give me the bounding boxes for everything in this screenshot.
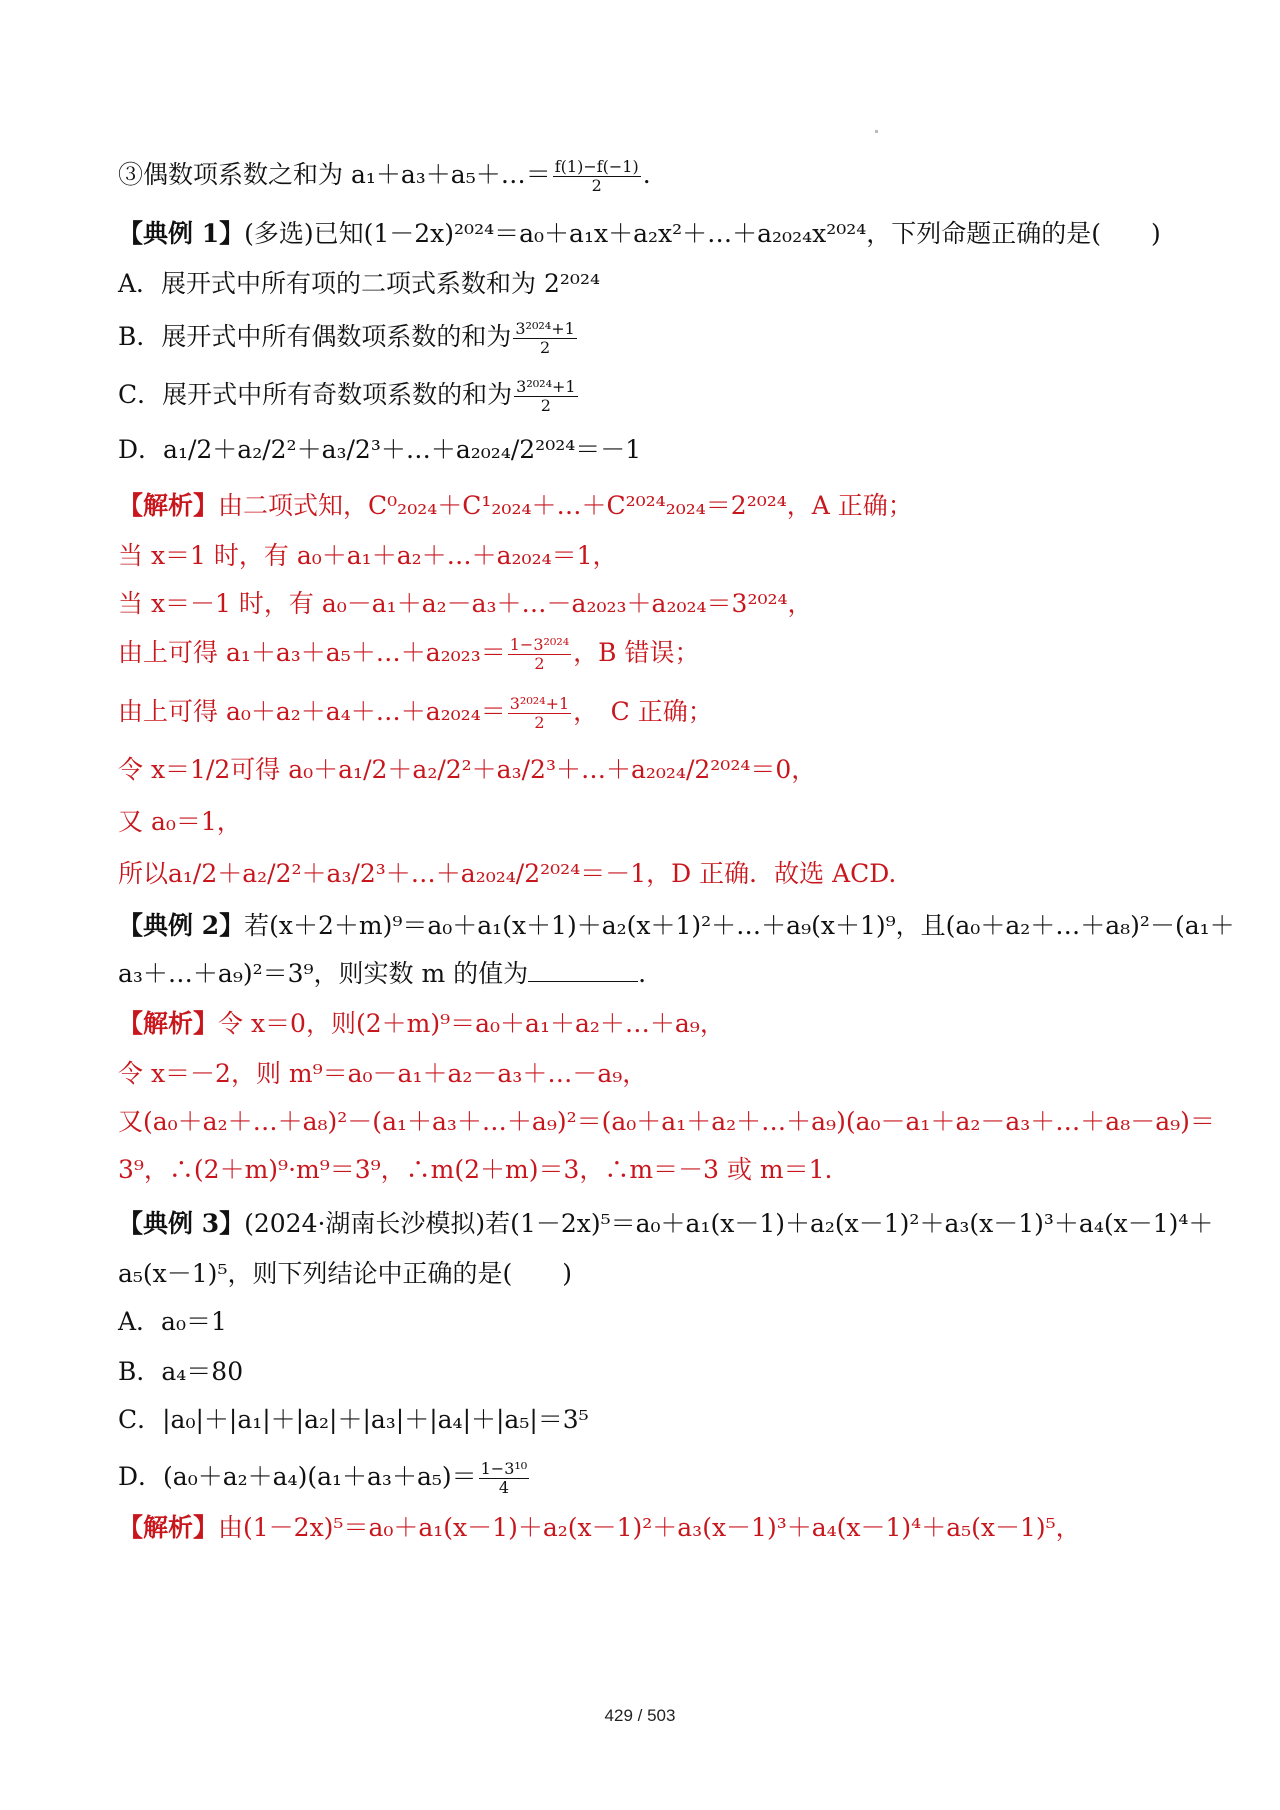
line-text: 令 x＝－2，则 m⁹＝a₀－a₁＋a₂－a₃＋…－a₉， xyxy=(118,1059,648,1088)
line-text: 当 x＝1 时，有 a₀＋a₁＋a₂＋…＋a₂₀₂₄＝1， xyxy=(118,541,618,570)
text-line xyxy=(118,218,1161,250)
line-text: a₃＋…＋a₉)²＝3⁹，则实数 m 的值为 xyxy=(118,959,529,988)
text-line xyxy=(118,1356,243,1388)
fraction-numerator: 3²⁰²⁴+1 xyxy=(516,377,576,396)
fraction xyxy=(479,1460,530,1497)
text-line xyxy=(118,636,699,673)
fraction-denominator: 2 xyxy=(534,713,545,732)
page-number: 429 / 503 xyxy=(604,1706,676,1725)
example-label: 【典例 1】 xyxy=(118,219,245,248)
text-line xyxy=(118,490,913,522)
line-text: 所以a₁/2＋a₂/2²＋a₃/2³＋…＋a₂₀₂₄/2²⁰²⁴＝－1，D 正确．故选 ACD. xyxy=(118,859,897,888)
text-line xyxy=(118,1008,725,1040)
line-text: 由(1－2x)⁵＝a₀＋a₁(x－1)＋a₂(x－1)²＋a₃(x－1)³＋a₄(x－1)⁴＋a₅(x－1)⁵， xyxy=(218,1513,1081,1542)
text-line xyxy=(118,1306,227,1338)
line-text: 由上可得 a₁＋a₃＋a₅＋…＋a₂₀₂₃＝ xyxy=(118,638,506,667)
line-text: 又(a₀＋a₂＋…＋a₈)²－(a₁＋a₃＋…＋a₉)²＝(a₀＋a₁＋a₂＋…＋a₉)(a₀－a₁＋a₂－a₃＋…＋a₈－a₉)＝ xyxy=(118,1107,1215,1136)
line-text: A．展开式中所有项的二项式系数和为 2²⁰²⁴ xyxy=(118,269,600,298)
text-line xyxy=(118,910,1235,942)
text-line xyxy=(118,958,646,990)
fraction-numerator: f(1)−f(−1) xyxy=(554,157,639,176)
text-line xyxy=(118,268,600,300)
line-suffix: . xyxy=(638,959,647,988)
line-text: B．a₄＝80 xyxy=(118,1357,244,1386)
text-line xyxy=(118,754,816,786)
line-suffix: . xyxy=(642,160,651,189)
text-line xyxy=(118,378,580,415)
line-suffix: ， C 正确； xyxy=(573,697,713,726)
fraction-numerator: 1−3¹⁰ xyxy=(480,1459,528,1478)
line-text: a₅(x－1)⁵，则下列结论中正确的是( ) xyxy=(118,1259,572,1288)
line-text: 令 x＝1/2可得 a₀＋a₁/2＋a₂/2²＋a₃/2³＋…＋a₂₀₂₄/2²⁰²⁴＝0， xyxy=(118,755,817,784)
scan-speck xyxy=(875,130,878,133)
text-line xyxy=(118,1106,1215,1138)
line-text: 若(x＋2＋m)⁹＝a₀＋a₁(x＋1)＋a₂(x＋1)²＋…＋a₉(x＋1)⁹，且(a₀＋a₂＋…＋a₈)²－(a₁＋ xyxy=(244,911,1235,940)
fraction-denominator: 2 xyxy=(534,654,545,673)
fraction xyxy=(514,378,577,415)
line-text: 当 x＝－1 时，有 a₀－a₁＋a₂－a₃＋…－a₂₀₂₃＋a₂₀₂₄＝3²⁰²⁴， xyxy=(118,589,813,618)
text-line xyxy=(118,320,579,357)
line-suffix: ，B 错误； xyxy=(573,638,700,667)
text-line xyxy=(118,1154,832,1186)
line-text: 由上可得 a₀＋a₂＋a₄＋…＋a₂₀₂₄＝ xyxy=(118,697,506,726)
text-line xyxy=(118,1208,1213,1240)
line-text: D．(a₀＋a₂＋a₄)(a₁＋a₃＋a₅)＝ xyxy=(118,1462,477,1491)
fraction-numerator: 1−3²⁰²⁴ xyxy=(509,635,570,654)
fraction xyxy=(553,158,641,195)
text-line xyxy=(118,806,242,838)
fraction-numerator: 3²⁰²⁴+1 xyxy=(509,694,570,713)
text-line xyxy=(118,858,896,890)
fraction xyxy=(508,695,571,732)
line-text: 由二项式知，C⁰₂₀₂₄＋C¹₂₀₂₄＋…＋C²⁰²⁴₂₀₂₄＝2²⁰²⁴，A 正确； xyxy=(218,491,913,520)
fraction xyxy=(508,636,571,673)
line-text: 3⁹，∴(2＋m)⁹·m⁹＝3⁹，∴m(2＋m)＝3，∴m＝－3 或 m＝1. xyxy=(118,1155,833,1184)
line-text: 又 a₀＝1， xyxy=(118,807,242,836)
text-line xyxy=(118,158,651,195)
fraction-denominator: 2 xyxy=(539,338,551,357)
line-text: A．a₀＝1 xyxy=(118,1307,227,1336)
line-text: B．展开式中所有偶数项系数的和为 xyxy=(118,322,512,351)
line-text: C．展开式中所有奇数项系数的和为 xyxy=(118,380,513,409)
line-text: (2024·湖南长沙模拟)若(1－2x)⁵＝a₀＋a₁(x－1)＋a₂(x－1)²＋a₃(x－1)³＋a₄(x－1)⁴＋ xyxy=(244,1209,1214,1238)
line-text: D．a₁/2＋a₂/2²＋a₃/2³＋…＋a₂₀₂₄/2²⁰²⁴＝－1 xyxy=(118,435,642,464)
text-line xyxy=(118,1512,1081,1544)
fraction-denominator: 2 xyxy=(540,396,551,415)
text-line xyxy=(118,1404,589,1436)
line-text: C．|a₀|＋|a₁|＋|a₂|＋|a₃|＋|a₄|＋|a₅|＝3⁵ xyxy=(118,1405,589,1434)
text-line xyxy=(118,1460,531,1497)
text-line xyxy=(118,588,813,620)
example-label: 【解析】 xyxy=(118,491,219,520)
text-line xyxy=(118,1258,572,1290)
fraction-numerator: 3²⁰²⁴+1 xyxy=(515,319,575,338)
fraction xyxy=(513,320,576,357)
line-text: ③偶数项系数之和为 a₁＋a₃＋a₅＋…＝ xyxy=(118,160,551,189)
line-text: 令 x＝0，则(2＋m)⁹＝a₀＋a₁＋a₂＋…＋a₉， xyxy=(218,1009,725,1038)
fraction-denominator: 2 xyxy=(591,176,602,195)
example-label: 【典例 2】 xyxy=(118,911,245,940)
fraction-denominator: 4 xyxy=(498,1478,510,1497)
line-text: (多选)已知(1－2x)²⁰²⁴＝a₀＋a₁x＋a₂x²＋…＋a₂₀₂₄x²⁰²⁴，下列命题正确的是( ) xyxy=(244,219,1161,248)
text-line xyxy=(118,540,618,572)
text-line xyxy=(118,434,641,466)
text-line xyxy=(118,695,713,732)
answer-blank xyxy=(528,959,638,982)
example-label: 【典例 3】 xyxy=(118,1209,245,1238)
example-label: 【解析】 xyxy=(118,1513,219,1542)
example-label: 【解析】 xyxy=(118,1009,219,1038)
text-line xyxy=(118,1058,647,1090)
